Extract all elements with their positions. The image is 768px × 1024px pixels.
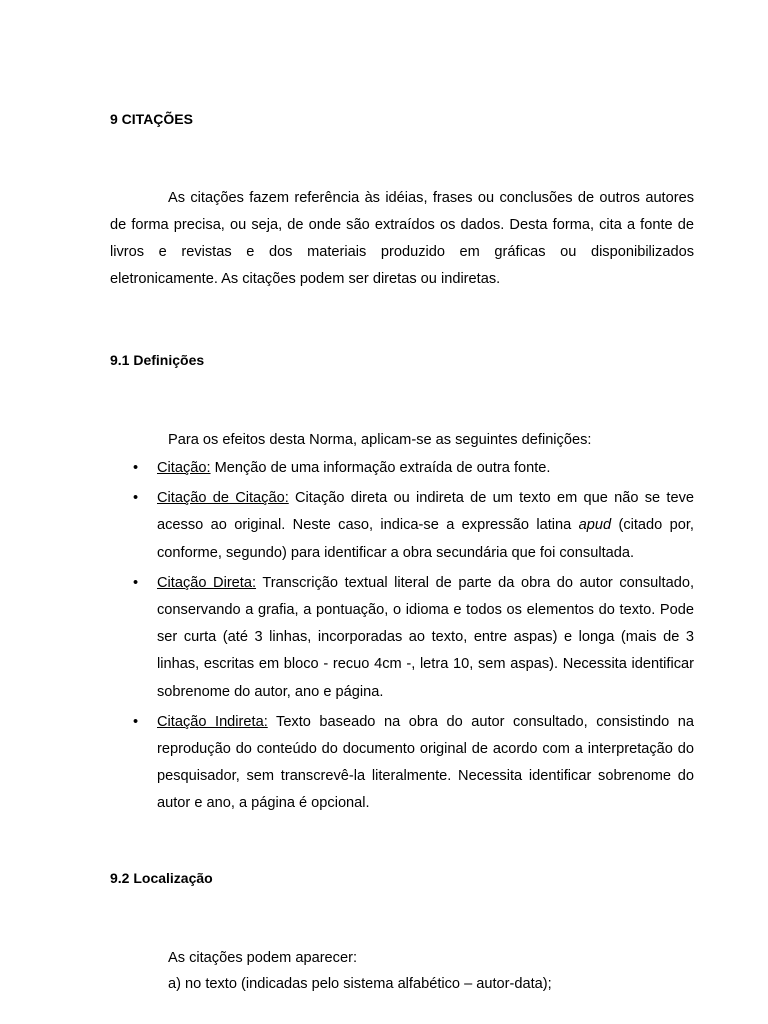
definition-text-continued: (citado por, conforme, segundo) para identificar a obra secundária que foi consultada.: [157, 517, 694, 561]
intro-paragraph: As citações fazem referência às idéias, frases ou conclusões de outros autores de forma precisa, ou seja, de onde são extraídos os dados. Desta forma, cita a fonte de livros e revistas e dos materiais produzido em gráficas ou disponibilizados eletronicamente. As citações podem ser diretas ou indiretas.: [110, 190, 694, 287]
definition-text: Texto baseado na obra do autor consultado, consistindo na reprodução do conteúdo do documento original de acordo com a interpretação do pesquisador, sem transcrevê-la literalmente. Necessita identificar sobrenome do autor e ano, a página é opcional.: [157, 713, 694, 812]
location-intro: As citações podem aparecer:: [168, 950, 358, 966]
definition-item-citacao: [133, 455, 694, 482]
definitions-list: [133, 455, 694, 821]
definition-text: Menção de uma informação extraída de outra fonte.: [210, 460, 551, 476]
definition-text: Transcrição textual literal de parte da obra do autor consultado, conservando a grafia, a pontuação, o idioma e todos os elementos do texto. Pode ser curta (até 3 linhas, incorporadas ao texto, entre aspas) e longa (mais de 3 linhas, escritas em bloco - recuo 4cm -, letra 10, sem aspas). Necessita identificar sobrenome do autor, ano e página.: [157, 574, 694, 700]
bullet-icon: •: [133, 574, 139, 591]
definition-emphasis: apud: [578, 517, 612, 534]
definition-item-citacao-de-citacao: [133, 485, 694, 567]
subsection-heading-definitions: 9.1 Definições: [110, 352, 205, 368]
subsection-heading-location: 9.2 Localização: [110, 870, 213, 886]
section-heading: 9 CITAÇÕES: [110, 111, 193, 127]
definition-term: Citação Indireta:: [157, 713, 268, 730]
definition-text: Citação direta ou indireta de um texto em que não se teve acesso ao original. Neste caso, indica-se a expressão latina: [157, 490, 694, 534]
definition-term: Citação Direta:: [157, 574, 257, 591]
definition-item-citacao-indireta: [133, 709, 694, 818]
definition-term: Citação de Citação:: [157, 490, 289, 507]
definition-item-citacao-direta: [133, 570, 694, 706]
bullet-icon: •: [133, 460, 139, 476]
bullet-icon: •: [133, 713, 139, 730]
bullet-icon: •: [133, 490, 139, 507]
location-item-a: a) no texto (indicadas pelo sistema alfabético – autor-data);: [168, 976, 552, 992]
definition-term: Citação:: [157, 460, 211, 476]
definitions-intro: Para os efeitos desta Norma, aplicam-se as seguintes definições:: [168, 432, 592, 448]
